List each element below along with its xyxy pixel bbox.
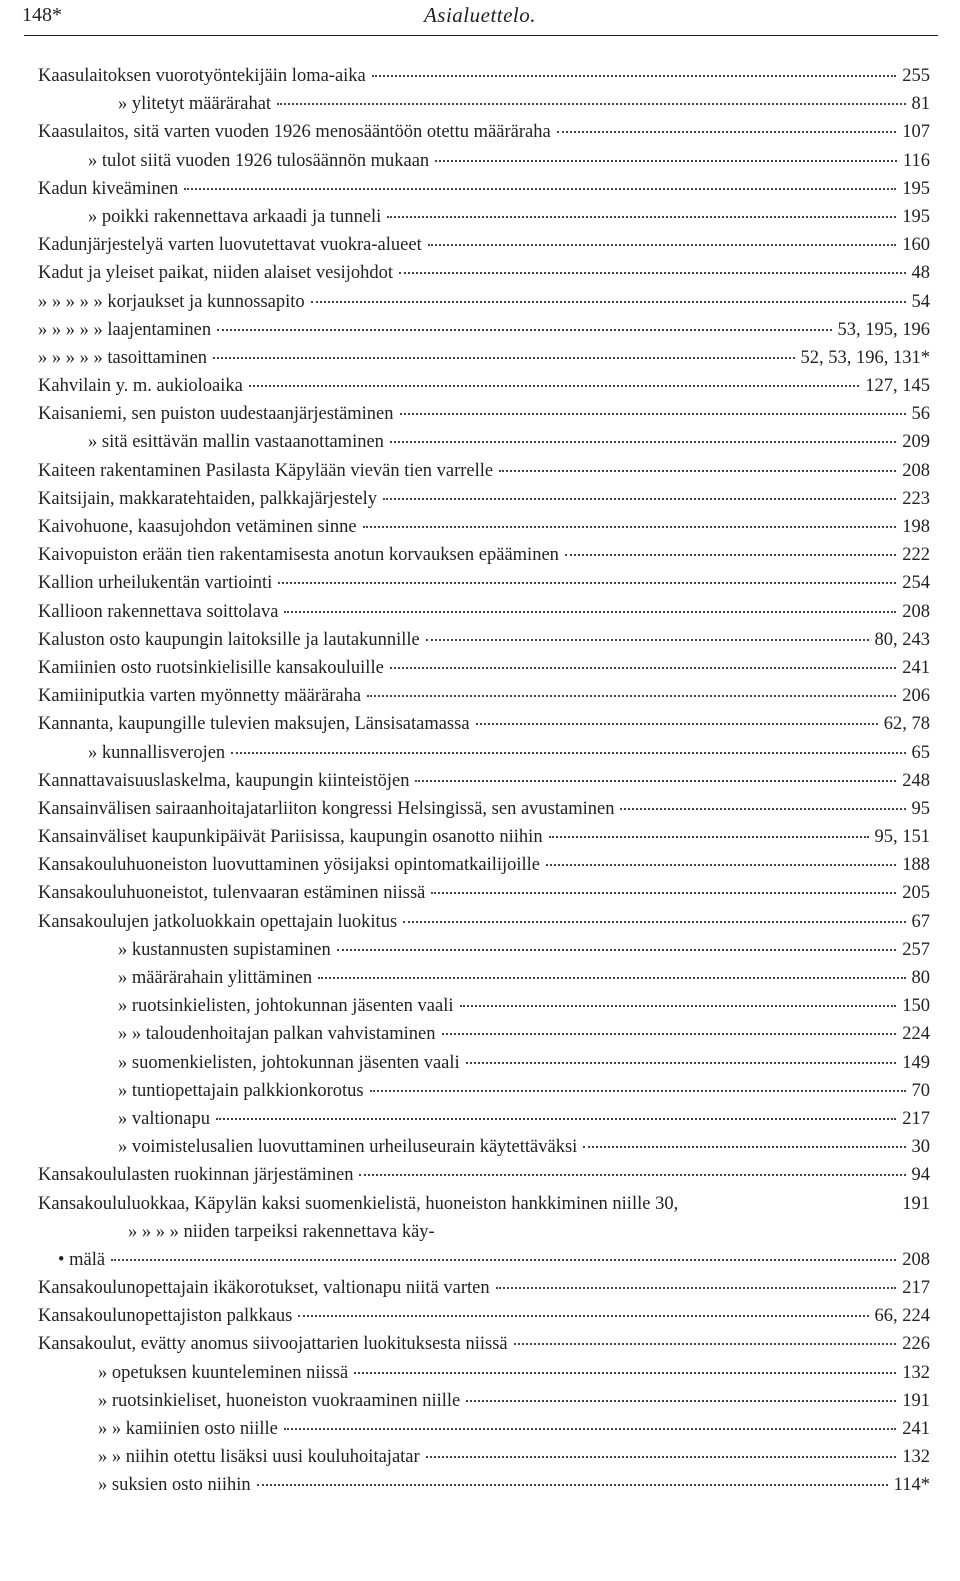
- index-entry: [0, 1137, 960, 1165]
- entry-pages: 65: [911, 742, 930, 763]
- entry-text: Kaivohuone, kaasujohdon vetäminen sinne: [38, 517, 357, 537]
- index-entry: [0, 1024, 960, 1052]
- entry-text: » » taloudenhoitajan palkan vahvistaminen: [118, 1024, 436, 1045]
- entry-text: » suksien osto niihin: [98, 1475, 251, 1496]
- header-rule: [24, 35, 938, 36]
- entry-pages: 66, 224: [874, 1306, 930, 1327]
- page-number: 148*: [22, 4, 62, 26]
- dot-leader: [565, 544, 896, 556]
- index-entry: [0, 686, 960, 714]
- index-entry: [0, 1475, 960, 1503]
- running-title: Asialuettelo.: [423, 3, 537, 27]
- entry-pages: 217: [902, 1108, 930, 1129]
- entry-pages: 62, 78: [883, 714, 930, 735]
- entry-pages: 54: [911, 291, 930, 312]
- entry-text: » » » » » korjaukset ja kunnossapito: [38, 291, 305, 312]
- entry-pages: 208: [902, 1249, 930, 1270]
- entry-text: Kansakouluhuoneiston luovuttaminen yösijaksi opintomatkailijoille: [38, 855, 541, 876]
- entry-text: Kaasulaitos, sitä varten vuoden 1926 menosääntöön otettu määräraha: [38, 122, 551, 143]
- index-entry: [0, 658, 960, 686]
- dot-leader: [298, 1305, 868, 1317]
- entry-text: Kansainväliset kaupunkipäivät Pariisissa, kaupungin osanotto niihin: [38, 827, 543, 848]
- index-entry: [0, 1165, 960, 1193]
- index-entry: [0, 771, 960, 799]
- entry-pages: 217: [902, 1278, 930, 1299]
- dot-leader: [284, 1418, 896, 1430]
- entry-text: Kallion urheilukentän vartiointi: [38, 573, 273, 594]
- index-entry: [0, 151, 960, 179]
- index-entry: [0, 207, 960, 235]
- dot-leader: [257, 1474, 888, 1486]
- entry-text: » poikki rakennettava arkaadi ja tunneli: [88, 206, 382, 227]
- index-entry: [0, 630, 960, 658]
- index-entry: [0, 602, 960, 630]
- index-entry: [0, 799, 960, 827]
- dot-leader: [499, 460, 896, 472]
- dot-leader: [277, 93, 905, 105]
- entry-pages: 70: [911, 1080, 930, 1101]
- entry-text: Kannanta, kaupungille tulevien maksujen, Länsisatamassa: [38, 714, 470, 735]
- entry-text: » voimistelusalien luovuttaminen urheiluseurain käytettäväksi: [118, 1137, 578, 1158]
- entry-pages: 95, 151: [874, 827, 930, 848]
- index-entry: [0, 376, 960, 404]
- entry-pages: 223: [902, 488, 930, 509]
- entry-pages: 209: [902, 432, 930, 453]
- index-entry: [0, 1391, 960, 1419]
- entry-text: Kansakouluhuoneistot, tulenvaaran estäminen niissä: [38, 883, 426, 904]
- dot-leader: [426, 1446, 897, 1458]
- entry-pages: 53, 195, 196: [837, 319, 930, 340]
- index-entry: [0, 122, 960, 150]
- index-entry: [0, 996, 960, 1024]
- entry-text: » opetuksen kuunteleminen niissä: [98, 1362, 349, 1383]
- entry-text: Kansakoulunopettajiston palkkaus: [38, 1306, 293, 1327]
- index-entry: [0, 714, 960, 742]
- entry-text: » määrärahain ylittäminen: [118, 968, 313, 988]
- dot-leader: [583, 1136, 905, 1148]
- entry-text: » » kamiinien osto niille: [98, 1419, 278, 1439]
- entry-text: Kadun kiveäminen: [38, 178, 179, 199]
- entry-text: Kaivopuiston erään tien rakentamisesta anotun korvauksen epääminen: [38, 545, 559, 566]
- entry-text: Kannattavaisuuslaskelma, kaupungin kiinteistöjen: [38, 770, 410, 791]
- entry-pages: 198: [902, 517, 930, 537]
- entry-text: Kansakoulut, evätty anomus siivoojattarien luokituksesta niissä: [38, 1334, 508, 1355]
- index-entry: [0, 517, 960, 545]
- dot-leader: [428, 234, 897, 246]
- entry-pages: 81: [911, 94, 930, 115]
- index-entry: [0, 292, 960, 320]
- entry-text: Kansakoululasten ruokinnan järjestäminen: [38, 1165, 354, 1186]
- entry-pages: 255: [902, 66, 930, 86]
- dot-leader: [311, 291, 906, 303]
- index-entry: [0, 94, 960, 122]
- dot-leader: [403, 911, 905, 923]
- page-header: [0, 0, 960, 40]
- dot-leader: [359, 1164, 905, 1176]
- dot-leader: [387, 206, 896, 218]
- entry-text: » » » » » laajentaminen: [38, 319, 212, 340]
- entry-text: » » » » niiden tarpeiksi rakennettava käy-: [128, 1221, 435, 1242]
- index-entry: [0, 461, 960, 489]
- dot-leader: [184, 178, 896, 190]
- index-entry: [0, 1109, 960, 1137]
- dot-leader: [278, 572, 896, 584]
- index-entry: [0, 1250, 960, 1278]
- entry-pages: 56: [911, 404, 930, 425]
- entry-pages: 205: [902, 883, 930, 904]
- entry-text: » ruotsinkieliset, huoneiston vuokraaminen niille: [98, 1390, 461, 1411]
- entry-pages: 95: [911, 798, 930, 819]
- dot-leader: [549, 826, 869, 838]
- dot-leader: [249, 375, 859, 387]
- dot-leader: [390, 657, 896, 669]
- index-entry: [0, 1194, 960, 1222]
- entry-text: Kansakoulujen jatkoluokkain opettajain luokitus: [38, 911, 398, 932]
- dot-leader: [466, 1390, 896, 1402]
- entry-text: » kustannusten supistaminen: [118, 939, 331, 960]
- entry-text: » ruotsinkielisten, johtokunnan jäsenten vaali: [118, 996, 454, 1017]
- entry-pages: 150: [902, 996, 930, 1017]
- dot-leader: [442, 1023, 897, 1035]
- index-entry: [0, 743, 960, 771]
- dot-leader: [363, 516, 897, 528]
- dot-leader: [514, 1333, 897, 1345]
- entry-pages: 226: [902, 1334, 930, 1355]
- entry-pages: 149: [902, 1052, 930, 1073]
- entry-text: Kaiteen rakentaminen Pasilasta Käpylään vievän tien varrelle: [38, 460, 494, 481]
- dot-leader: [426, 629, 869, 641]
- index-entry: [0, 1278, 960, 1306]
- index-entry: [0, 348, 960, 376]
- dot-leader: [337, 939, 897, 951]
- entry-text: Kahvilain y. m. aukioloaika: [38, 376, 243, 397]
- dot-leader: [460, 995, 897, 1007]
- index-entry: [0, 263, 960, 291]
- entry-pages: 206: [902, 686, 930, 707]
- dot-leader: [390, 431, 896, 443]
- entry-pages: 48: [911, 263, 930, 284]
- index-entry: [0, 320, 960, 348]
- index-entry: [0, 1222, 960, 1250]
- dot-leader: [216, 1108, 896, 1120]
- dot-leader: [466, 1052, 897, 1064]
- dot-leader: [546, 854, 896, 866]
- index-entry: [0, 883, 960, 911]
- entry-text: Kadut ja yleiset paikat, niiden alaiset vesijohdot: [38, 263, 394, 284]
- entry-text: » ylitetyt määrärahat: [118, 94, 272, 115]
- index-entry: [0, 404, 960, 432]
- entry-text: Kamiinien osto ruotsinkielisille kansakouluille: [38, 657, 384, 678]
- entry-text: Kansakoulunopettajain ikäkorotukset, valtionapu niitä varten: [38, 1278, 490, 1299]
- entry-text: Kallioon rakennettava soittolava: [38, 601, 279, 622]
- index-entry: [0, 66, 960, 94]
- entry-text: Kadunjärjestelyä varten luovutettavat vuokra-alueet: [38, 235, 422, 256]
- entry-pages: 67: [911, 911, 930, 932]
- entry-text: Kansakoululuokkaa, Käpylän kaksi suomenkielistä, huoneiston hankkiminen niille 30,: [38, 1193, 679, 1214]
- entry-text: Kaasulaitoksen vuorotyöntekijäin loma-aika: [38, 66, 366, 86]
- dot-leader: [620, 798, 905, 810]
- index-entry: [0, 1081, 960, 1109]
- index-entry: [0, 912, 960, 940]
- entry-text: Kaisaniemi, sen puiston uudestaanjärjestäminen: [38, 404, 394, 425]
- entry-text: Kaitsijain, makkaratehtaiden, palkkajärjestely: [38, 488, 378, 509]
- entry-pages: 241: [902, 1419, 930, 1439]
- index-entry: [0, 1447, 960, 1475]
- entry-pages: 80, 243: [874, 629, 930, 650]
- index-entry: [0, 179, 960, 207]
- index-entry: [0, 1053, 960, 1081]
- entry-pages: 191: [902, 1193, 930, 1214]
- dot-leader: [399, 262, 905, 274]
- entry-pages: 195: [902, 206, 930, 227]
- entry-pages: 127, 145: [865, 376, 930, 397]
- entry-pages: 116: [902, 150, 930, 171]
- entry-pages: 208: [902, 460, 930, 481]
- entry-pages: 191: [902, 1390, 930, 1411]
- entry-text: Kaluston osto kaupungin laitoksille ja lautakunnille: [38, 629, 420, 650]
- index-entry: [0, 1334, 960, 1362]
- entry-pages: 107: [902, 122, 930, 143]
- dot-leader: [372, 65, 896, 77]
- entry-pages: 248: [902, 770, 930, 791]
- dot-leader: [476, 713, 878, 725]
- index-entry: [0, 855, 960, 883]
- index-entry: [0, 573, 960, 601]
- dot-leader: [557, 121, 897, 133]
- entry-pages: 30: [911, 1137, 930, 1158]
- index-entry: [0, 940, 960, 968]
- entry-pages: 257: [902, 939, 930, 960]
- index-entry: [0, 545, 960, 573]
- dot-leader: [431, 882, 896, 894]
- entry-pages: 195: [902, 178, 930, 199]
- dot-leader: [213, 347, 794, 359]
- index-entry: [0, 432, 960, 460]
- index-entry: [0, 489, 960, 517]
- dot-leader: [284, 601, 896, 613]
- entry-pages: 160: [902, 235, 930, 256]
- dot-leader: [383, 488, 896, 500]
- dot-leader: [684, 1195, 896, 1205]
- dot-leader: [435, 150, 897, 162]
- entry-pages: 222: [902, 545, 930, 566]
- dot-leader: [441, 1223, 924, 1233]
- index-entry: [0, 1419, 960, 1447]
- entry-text: » » » » » tasoittaminen: [38, 347, 208, 368]
- index-entry: [0, 827, 960, 855]
- entry-pages: 188: [902, 855, 930, 876]
- entry-pages: 241: [902, 657, 930, 678]
- dot-leader: [400, 403, 906, 415]
- entry-text: Kansainvälisen sairaanhoitajatarliiton kongressi Helsingissä, sen avustaminen: [38, 798, 615, 819]
- entry-text: » tuntiopettajain palkkionkorotus: [118, 1080, 364, 1101]
- entry-text: » » niihin otettu lisäksi uusi kouluhoitajatar: [98, 1447, 420, 1468]
- index-entry: [0, 968, 960, 996]
- entry-pages: 132: [902, 1447, 930, 1468]
- entry-text: Kamiiniputkia varten myönnetty määräraha: [38, 686, 362, 707]
- dot-leader: [370, 1080, 906, 1092]
- entry-pages: 224: [902, 1024, 930, 1045]
- dot-leader: [318, 967, 905, 979]
- index-entry: [0, 1363, 960, 1391]
- index-entry: [0, 235, 960, 263]
- entry-text: » tulot siitä vuoden 1926 tulosäännön mukaan: [88, 150, 430, 171]
- entry-pages: 132: [902, 1362, 930, 1383]
- entry-text: » suomenkielisten, johtokunnan jäsenten vaali: [118, 1052, 460, 1073]
- dot-leader: [367, 685, 896, 697]
- dot-leader: [496, 1277, 897, 1289]
- dot-leader: [217, 319, 831, 331]
- entry-text: » valtionapu: [118, 1108, 210, 1129]
- index-entry: [0, 1306, 960, 1334]
- entry-pages: 254: [902, 573, 930, 594]
- entry-pages: 94: [911, 1165, 930, 1186]
- index-entries: [0, 66, 960, 1504]
- entry-text: » kunnallisverojen: [88, 742, 226, 763]
- entry-pages: 80: [911, 968, 930, 988]
- dot-leader: [415, 770, 896, 782]
- entry-pages: 208: [902, 601, 930, 622]
- dot-leader: [111, 1249, 896, 1261]
- entry-text: • mälä: [58, 1249, 106, 1270]
- entry-pages: 52, 53, 196, 131*: [800, 347, 930, 368]
- entry-pages: 114*: [893, 1475, 930, 1496]
- dot-leader: [354, 1362, 896, 1374]
- entry-text: » sitä esittävän mallin vastaanottaminen: [88, 432, 384, 453]
- dot-leader: [231, 742, 905, 754]
